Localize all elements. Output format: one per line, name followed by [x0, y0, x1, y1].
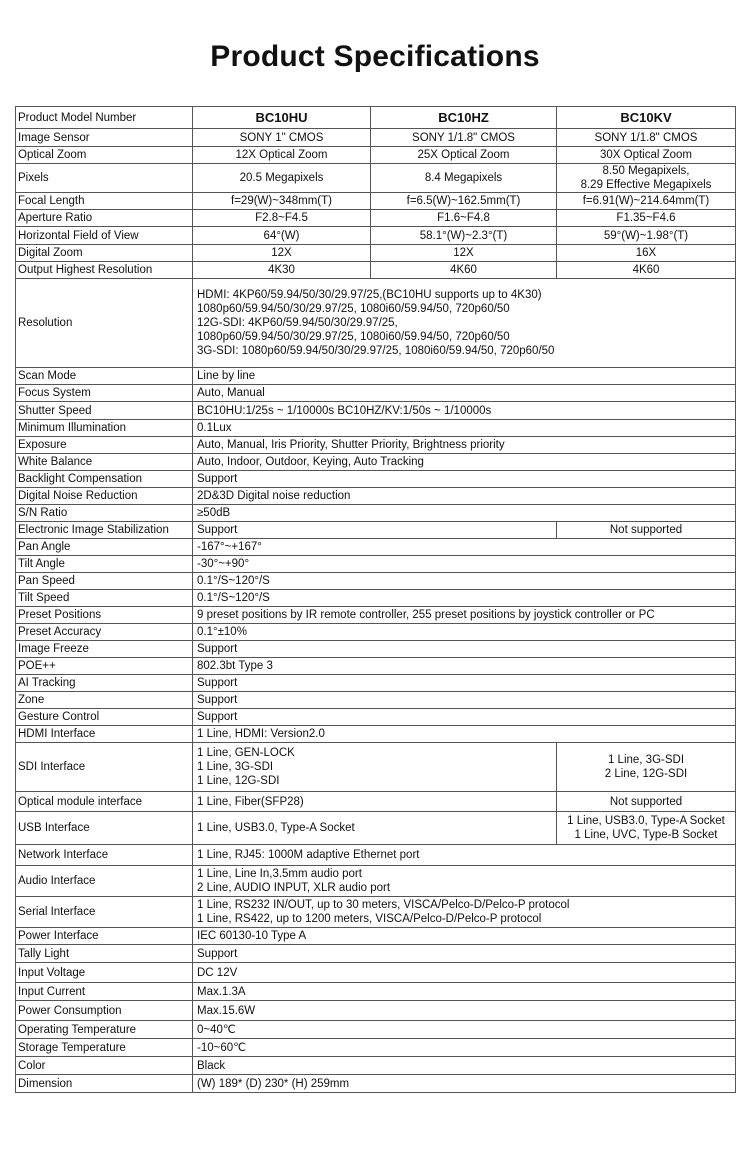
- spec-value: 2D&3D Digital noise reduction: [193, 488, 736, 505]
- row-label: Tally Light: [16, 945, 193, 963]
- row-label: Output Highest Resolution: [16, 262, 193, 279]
- table-row: [16, 1021, 736, 1039]
- spec-value: [193, 897, 736, 928]
- spec-value: 16X: [557, 245, 736, 262]
- row-label: Dimension: [16, 1075, 193, 1093]
- table-row: [16, 1057, 736, 1075]
- cell-line: 8.50 Megapixels,: [602, 165, 690, 177]
- spec-value: 12X: [371, 245, 557, 262]
- spec-value: Support: [193, 471, 736, 488]
- row-label: AI Tracking: [16, 675, 193, 692]
- table-row: [16, 420, 736, 437]
- row-label: Tilt Speed: [16, 590, 193, 607]
- kv-spec-value: [557, 743, 736, 792]
- table-row: [16, 607, 736, 624]
- spec-value: f=29(W)~348mm(T): [193, 193, 371, 210]
- spec-value: (W) 189* (D) 230* (H) 259mm: [193, 1075, 736, 1093]
- row-label: Minimum Illumination: [16, 420, 193, 437]
- row-label: Backlight Compensation: [16, 471, 193, 488]
- row-label: Audio Interface: [16, 866, 193, 897]
- spec-value: SONY 1/1.8" CMOS: [557, 129, 736, 147]
- spec-value: F2.8~F4.5: [193, 210, 371, 227]
- cell-line: 20.5 Megapixels: [239, 172, 324, 184]
- table-row: [16, 845, 736, 866]
- spec-value: [193, 743, 557, 792]
- table-row: [16, 692, 736, 709]
- table-row: [16, 812, 736, 845]
- spec-value: SONY 1/1.8" CMOS: [371, 129, 557, 147]
- row-label: Electronic Image Stabilization: [16, 522, 193, 539]
- row-label: Serial Interface: [16, 897, 193, 928]
- table-row: [16, 471, 736, 488]
- table-row: [16, 866, 736, 897]
- row-label: Power Consumption: [16, 1001, 193, 1021]
- spec-value: Max.1.3A: [193, 983, 736, 1001]
- cell-line: 1 Line, 12G-SDI: [197, 775, 280, 787]
- row-label: Focal Length: [16, 193, 193, 210]
- spec-value: 4K60: [371, 262, 557, 279]
- row-label: Input Voltage: [16, 963, 193, 983]
- spec-value: 1 Line, Fiber(SFP28): [193, 792, 557, 812]
- table-row: [16, 164, 736, 193]
- table-row: [16, 245, 736, 262]
- spec-value: 1 Line, RJ45: 1000M adaptive Ethernet port: [193, 845, 736, 866]
- row-label: Power Interface: [16, 928, 193, 945]
- row-label: POE++: [16, 658, 193, 675]
- table-row: [16, 658, 736, 675]
- spec-value: 0.1°±10%: [193, 624, 736, 641]
- spec-value: 25X Optical Zoom: [371, 147, 557, 164]
- spec-value: Black: [193, 1057, 736, 1075]
- table-row: [16, 402, 736, 420]
- row-label: Network Interface: [16, 845, 193, 866]
- spec-value: 1 Line, USB3.0, Type-A Socket: [193, 812, 557, 845]
- kv-spec-value: Not supported: [557, 522, 736, 539]
- table-row: [16, 1001, 736, 1021]
- spec-value: f=6.91(W)~214.64mm(T): [557, 193, 736, 210]
- table-row: [16, 385, 736, 402]
- row-label: Scan Mode: [16, 368, 193, 385]
- kv-spec-value: [557, 812, 736, 845]
- table-row: [16, 227, 736, 245]
- row-label: Zone: [16, 692, 193, 709]
- spec-value: -30°~+90°: [193, 556, 736, 573]
- spec-value: Support: [193, 692, 736, 709]
- spec-value: 64°(W): [193, 227, 371, 245]
- cell-line: HDMI: 4KP60/59.94/50/30/29.97/25,(BC10HU supports up to 4K30): [197, 289, 542, 301]
- spec-value: [371, 164, 557, 193]
- table-row: [16, 454, 736, 471]
- spec-value: [193, 164, 371, 193]
- cell-line: 8.4 Megapixels: [424, 172, 503, 184]
- table-row: [16, 522, 736, 539]
- spec-value: 0.1°/S~120°/S: [193, 590, 736, 607]
- row-label: Gesture Control: [16, 709, 193, 726]
- table-row: [16, 556, 736, 573]
- model-name: BC10KV: [557, 107, 736, 129]
- spec-value: Support: [193, 522, 557, 539]
- spec-value: SONY 1" CMOS: [193, 129, 371, 147]
- row-label: Focus System: [16, 385, 193, 402]
- spec-value: f=6.5(W)~162.5mm(T): [371, 193, 557, 210]
- spec-value: 802.3bt Type 3: [193, 658, 736, 675]
- cell-line: 1080p60/59.94/50/30/29.97/25, 1080i60/59.94/50, 720p60/50: [197, 303, 510, 315]
- table-row: [16, 573, 736, 590]
- spec-value: 0~40℃: [193, 1021, 736, 1039]
- model-name: BC10HU: [193, 107, 371, 129]
- spec-value: 4K60: [557, 262, 736, 279]
- cell-line: 1 Line, USB3.0, Type-A Socket: [567, 815, 725, 827]
- cell-line: 1 Line, GEN-LOCK: [197, 747, 295, 759]
- table-row: [16, 792, 736, 812]
- table-row: [16, 539, 736, 556]
- table-row: [16, 505, 736, 522]
- cell-line: 1 Line, 3G-SDI: [607, 754, 685, 766]
- cell-line: 2 Line, 12G-SDI: [604, 768, 688, 780]
- spec-value: 12X: [193, 245, 371, 262]
- row-label: Exposure: [16, 437, 193, 454]
- spec-value: 1 Line, HDMI: Version2.0: [193, 726, 736, 743]
- table-row: [16, 147, 736, 164]
- spec-value: 0.1Lux: [193, 420, 736, 437]
- table-row: [16, 983, 736, 1001]
- spec-value: [193, 279, 736, 368]
- spec-value: 12X Optical Zoom: [193, 147, 371, 164]
- spec-value: 59°(W)~1.98°(T): [557, 227, 736, 245]
- table-row: [16, 368, 736, 385]
- cell-line: 1 Line, 3G-SDI: [197, 761, 274, 773]
- row-label: SDI Interface: [16, 743, 193, 792]
- spec-value: Auto, Indoor, Outdoor, Keying, Auto Tracking: [193, 454, 736, 471]
- table-row: [16, 193, 736, 210]
- table-row: [16, 210, 736, 227]
- spec-value: 4K30: [193, 262, 371, 279]
- spec-value: -10~60℃: [193, 1039, 736, 1057]
- spec-value: Support: [193, 709, 736, 726]
- row-label: Pan Speed: [16, 573, 193, 590]
- table-row: [16, 743, 736, 792]
- table-row: [16, 590, 736, 607]
- cell-line: 1 Line, UVC, Type-B Socket: [574, 829, 718, 841]
- row-label: Input Current: [16, 983, 193, 1001]
- row-label: Image Sensor: [16, 129, 193, 147]
- row-label: Pixels: [16, 164, 193, 193]
- spec-value: ≥50dB: [193, 505, 736, 522]
- cell-line: 12G-SDI: 4KP60/59.94/50/30/29.97/25,: [197, 317, 398, 329]
- table-row: [16, 1075, 736, 1093]
- row-label: Optical module interface: [16, 792, 193, 812]
- spec-value: Support: [193, 945, 736, 963]
- spec-table: [15, 106, 736, 1093]
- spec-value: [557, 164, 736, 193]
- row-label: Aperture Ratio: [16, 210, 193, 227]
- table-row: [16, 488, 736, 505]
- cell-line: 8.29 Effective Megapixels: [580, 179, 712, 191]
- row-label: Pan Angle: [16, 539, 193, 556]
- spec-value: 30X Optical Zoom: [557, 147, 736, 164]
- page-title: Product Specifications: [210, 40, 540, 73]
- cell-line: 2 Line, AUDIO INPUT, XLR audio port: [197, 882, 391, 894]
- table-row: [16, 624, 736, 641]
- table-row: [16, 129, 736, 147]
- row-label: Resolution: [16, 279, 193, 368]
- row-label: Preset Accuracy: [16, 624, 193, 641]
- row-label: Storage Temperature: [16, 1039, 193, 1057]
- spec-value: [193, 866, 736, 897]
- row-label: Horizontal Field of View: [16, 227, 193, 245]
- table-header-row: [16, 107, 736, 129]
- spec-value: F1.35~F4.6: [557, 210, 736, 227]
- cell-line: 3G-SDI: 1080p60/59.94/50/30/29.97/25, 1080i60/59.94/50, 720p60/50: [197, 345, 555, 357]
- model-name: BC10HZ: [371, 107, 557, 129]
- row-label: S/N Ratio: [16, 505, 193, 522]
- spec-value: F1.6~F4.8: [371, 210, 557, 227]
- table-row: [16, 641, 736, 658]
- cell-line: 1 Line, RS232 IN/OUT, up to 30 meters, VISCA/Pelco-D/Pelco-P protocol: [197, 899, 570, 911]
- row-label: Image Freeze: [16, 641, 193, 658]
- spec-value: Support: [193, 641, 736, 658]
- row-label: Digital Zoom: [16, 245, 193, 262]
- row-label: Preset Positions: [16, 607, 193, 624]
- row-label: White Balance: [16, 454, 193, 471]
- table-row: [16, 928, 736, 945]
- row-label: Shutter Speed: [16, 402, 193, 420]
- spec-value: Line by line: [193, 368, 736, 385]
- row-label: USB Interface: [16, 812, 193, 845]
- table-row: [16, 262, 736, 279]
- spec-value: -167°~+167°: [193, 539, 736, 556]
- spec-value: Max.15.6W: [193, 1001, 736, 1021]
- table-row: [16, 279, 736, 368]
- spec-value: Auto, Manual, Iris Priority, Shutter Priority, Brightness priority: [193, 437, 736, 454]
- row-label: Digital Noise Reduction: [16, 488, 193, 505]
- cell-line: 1080p60/59.94/50/30/29.97/25, 1080i60/59.94/50, 720p60/50: [197, 331, 510, 343]
- kv-spec-value: Not supported: [557, 792, 736, 812]
- cell-line: 1 Line, RS422, up to 1200 meters, VISCA/Pelco-D/Pelco-P protocol: [197, 913, 542, 925]
- spec-value: 58.1°(W)~2.3°(T): [371, 227, 557, 245]
- row-label: HDMI Interface: [16, 726, 193, 743]
- spec-value: IEC 60130-10 Type A: [193, 928, 736, 945]
- table-row: [16, 945, 736, 963]
- row-label: Color: [16, 1057, 193, 1075]
- cell-line: 1 Line, Line In,3.5mm audio port: [197, 868, 362, 880]
- table-row: [16, 726, 736, 743]
- spec-value: Support: [193, 675, 736, 692]
- spec-value: DC 12V: [193, 963, 736, 983]
- row-label: Tilt Angle: [16, 556, 193, 573]
- spec-value: 0.1°/S~120°/S: [193, 573, 736, 590]
- spec-value: BC10HU:1/25s ~ 1/10000s BC10HZ/KV:1/50s ~ 1/10000s: [193, 402, 736, 420]
- row-label: Product Model Number: [16, 107, 193, 129]
- table-row: [16, 437, 736, 454]
- table-row: [16, 1039, 736, 1057]
- table-row: [16, 675, 736, 692]
- spec-value: 9 preset positions by IR remote controller, 255 preset positions by joystick controller or PC: [193, 607, 736, 624]
- table-row: [16, 963, 736, 983]
- spec-value: Auto, Manual: [193, 385, 736, 402]
- table-row: [16, 709, 736, 726]
- table-row: [16, 897, 736, 928]
- row-label: Operating Temperature: [16, 1021, 193, 1039]
- row-label: Optical Zoom: [16, 147, 193, 164]
